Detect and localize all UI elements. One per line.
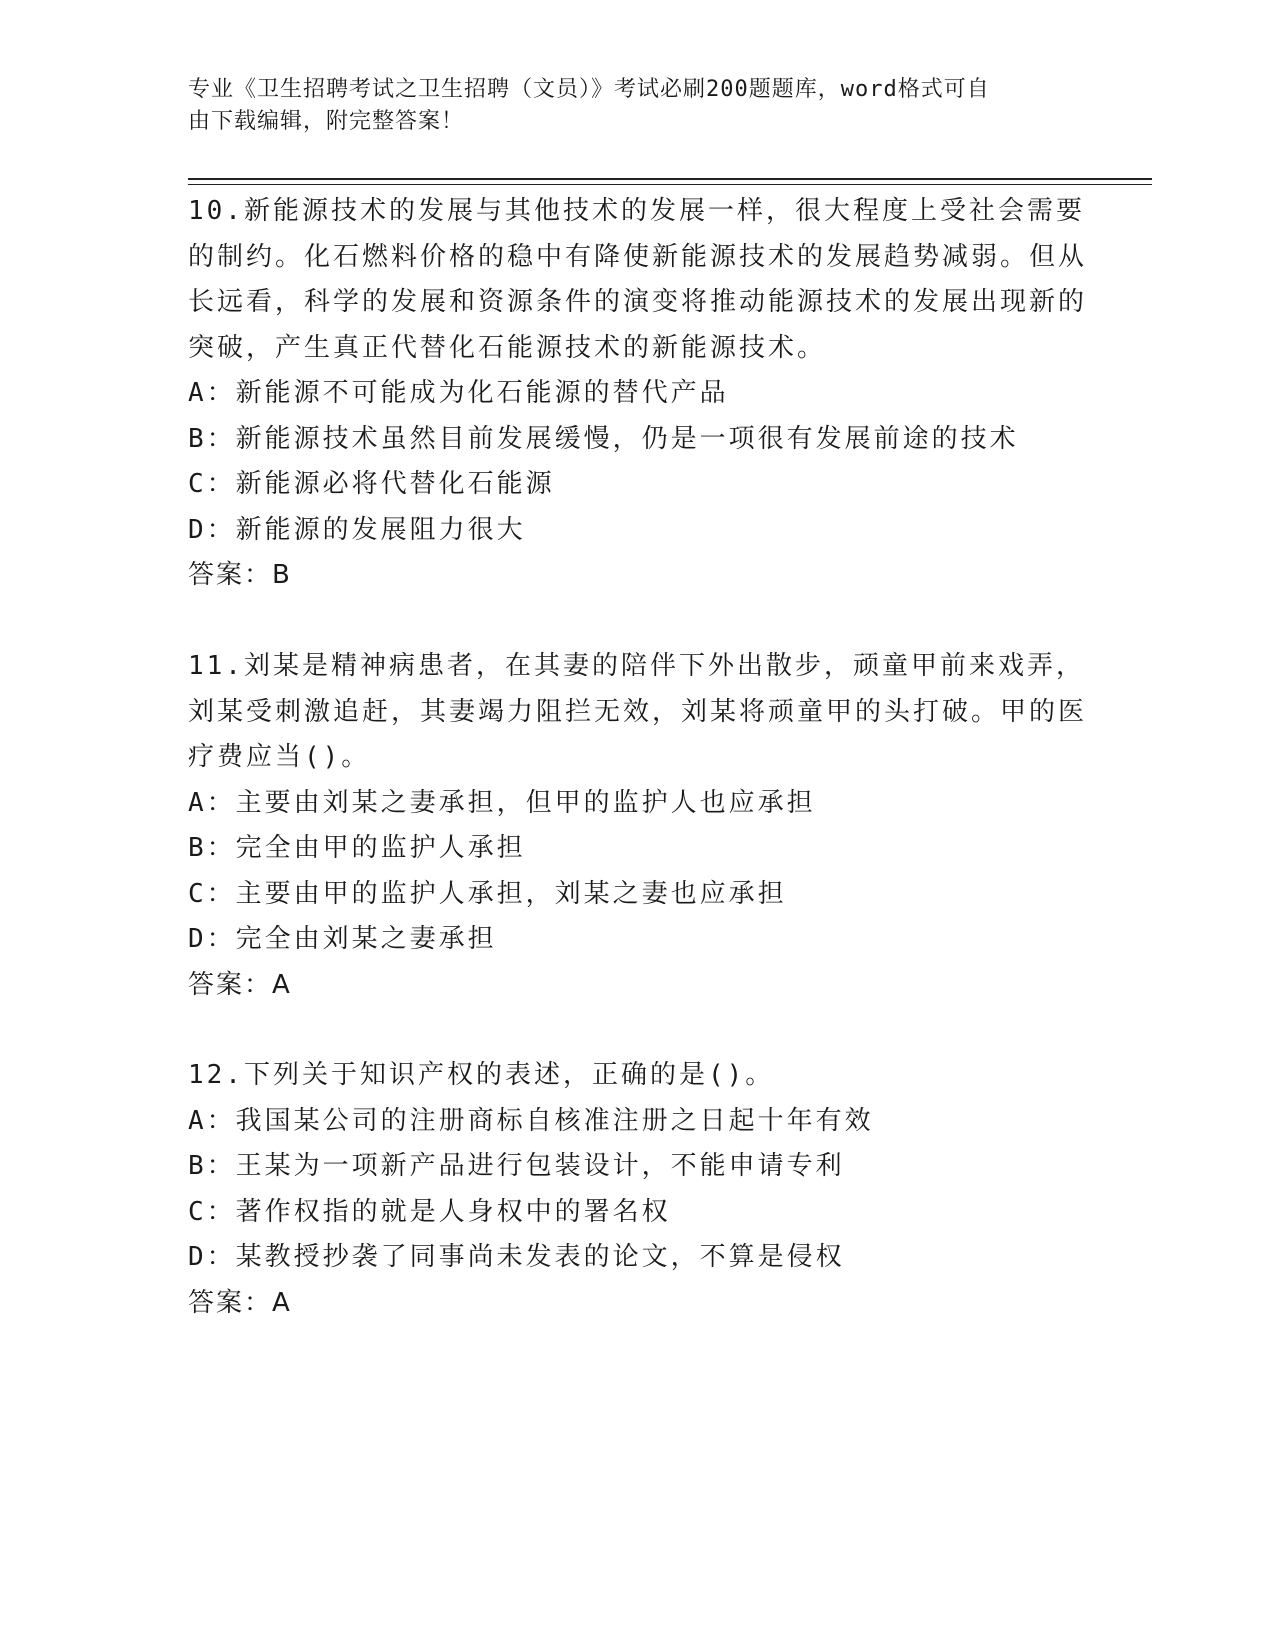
option-d: D：完全由刘某之妻承担 (188, 924, 497, 954)
question-12 (188, 1053, 1088, 1326)
option-c: C：新能源必将代替化石能源 (188, 469, 555, 499)
header-line-1: 专业《卫生招聘考试之卫生招聘（文员）》考试必刷200题题库，word格式可自 (188, 77, 990, 102)
header-line-2: 由下载编辑，附完整答案！ (188, 109, 465, 134)
answer-line: 答案：B (188, 560, 292, 590)
question-stem: 10.新能源技术的发展与其他技术的发展一样，很大程度上受社会需要的制约。化石燃料价格的稳中有降使新能源技术的发展趋势减弱。但从长远看，科学的发展和资源条件的演变将推动能源技术的发展出现新的突破，产生真正代替化石能源技术的新能源技术。 (188, 196, 1088, 363)
answer-line: 答案：A (188, 1287, 292, 1318)
option-a: A：我国某公司的注册商标自核准注册之日起十年有效 (188, 1105, 874, 1136)
option-d: D：某教授抄袭了同事尚未发表的论文，不算是侵权 (188, 1242, 845, 1272)
header-divider-thin (188, 184, 1152, 185)
question-10 (188, 189, 1088, 599)
header-divider-thick (188, 178, 1152, 180)
answer-line: 答案：A (188, 969, 292, 1000)
option-b: B：完全由甲的监护人承担 (188, 833, 526, 863)
document-header (188, 74, 1068, 138)
question-stem: 12.下列关于知识产权的表述，正确的是()。 (188, 1060, 775, 1090)
option-b: B：王某为一项新产品进行包装设计，不能申请专利 (188, 1151, 845, 1181)
option-c: C：著作权指的就是人身权中的署名权 (188, 1196, 671, 1227)
option-d: D：新能源的发展阻力很大 (188, 514, 526, 545)
option-b: B：新能源技术虽然目前发展缓慢，仍是一项很有发展前途的技术 (188, 423, 1019, 454)
question-stem: 11.刘某是精神病患者，在其妻的陪伴下外出散步，顽童甲前来戏弄，刘某受刺激追赶，其妻竭力阻拦无效，刘某将顽童甲的头打破。甲的医疗费应当()。 (188, 651, 1088, 772)
option-a: A：新能源不可能成为化石能源的替代产品 (188, 378, 729, 408)
question-11 (188, 644, 1088, 1008)
option-c: C：主要由甲的监护人承担，刘某之妻也应承担 (188, 878, 787, 909)
option-a: A：主要由刘某之妻承担，但甲的监护人也应承担 (188, 787, 816, 818)
